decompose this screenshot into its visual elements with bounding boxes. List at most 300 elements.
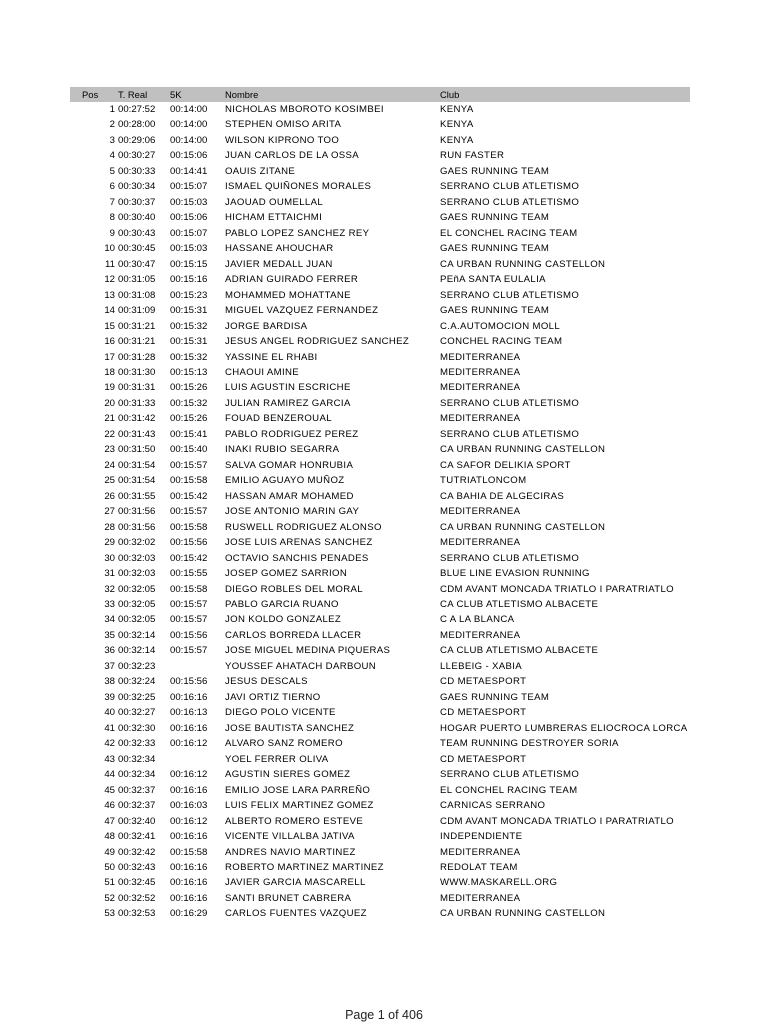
cell-time: 00:30:45 — [118, 243, 156, 255]
cell-club: INDEPENDIENTE — [440, 831, 523, 843]
cell-club: CA URBAN RUNNING CASTELLON — [440, 444, 606, 456]
cell-5k: 00:16:03 — [170, 800, 208, 812]
cell-5k: 00:15:06 — [170, 150, 208, 162]
table-row — [70, 458, 690, 473]
cell-pos: 35 — [104, 629, 115, 641]
cell-pos: 41 — [104, 722, 115, 734]
cell-5k: 00:15:31 — [170, 305, 208, 317]
cell-5k: 00:15:41 — [170, 428, 208, 440]
cell-name: FOUAD BENZEROUAL — [225, 413, 332, 425]
cell-club: MEDITERRANEA — [440, 846, 521, 858]
cell-time: 00:32:05 — [118, 614, 156, 626]
cell-pos: 33 — [104, 599, 115, 610]
cell-5k: 00:14:00 — [170, 119, 208, 131]
cell-pos: 30 — [104, 552, 115, 564]
cell-name: CARLOS BORREDA LLACER — [225, 629, 362, 641]
cell-time: 00:27:52 — [118, 104, 156, 115]
table-row — [70, 643, 690, 658]
cell-name: JUAN CARLOS DE LA OSSA — [225, 150, 360, 162]
header-5k: 5K — [170, 89, 182, 100]
cell-5k: 00:15:13 — [170, 366, 208, 378]
cell-time: 00:32:52 — [118, 892, 156, 904]
cell-club: CONCHEL RACING TEAM — [440, 336, 563, 348]
cell-club: CA URBAN RUNNING CASTELLON — [440, 258, 606, 270]
table-row — [70, 164, 690, 179]
cell-time: 00:32:40 — [118, 815, 156, 827]
cell-club: SERRANO CLUB ATLETISMO — [440, 196, 580, 208]
table-row — [70, 659, 690, 674]
cell-name: YASSINE EL RHABI — [225, 351, 318, 363]
cell-time: 00:31:31 — [118, 382, 156, 394]
cell-pos: 45 — [104, 784, 115, 796]
table-row — [70, 350, 690, 365]
cell-5k: 00:15:26 — [170, 382, 208, 394]
cell-club: GAES RUNNING TEAM — [440, 305, 550, 317]
table-row — [70, 489, 690, 504]
cell-time: 00:32:33 — [118, 738, 156, 750]
cell-pos: 9 — [109, 227, 115, 239]
cell-pos: 38 — [104, 676, 115, 688]
cell-pos: 12 — [104, 274, 115, 286]
cell-5k: 00:15:56 — [170, 676, 208, 688]
cell-pos: 43 — [104, 753, 115, 765]
cell-5k: 00:15:16 — [170, 274, 208, 286]
cell-5k: 00:15:57 — [170, 614, 208, 626]
cell-time: 00:32:45 — [118, 877, 156, 889]
cell-club: SERRANO CLUB ATLETISMO — [440, 397, 580, 409]
cell-pos: 39 — [104, 691, 115, 703]
cell-name: EMILIO JOSE LARA PARREÑO — [225, 784, 371, 796]
table-row — [70, 303, 690, 318]
cell-name: JOSE MIGUEL MEDINA PIQUERAS — [225, 645, 391, 657]
cell-club: CA URBAN RUNNING CASTELLON — [440, 521, 606, 533]
table-row — [70, 845, 690, 860]
cell-5k: 00:15:58 — [170, 583, 208, 595]
cell-name: OAUIS ZITANE — [225, 165, 296, 177]
cell-club: CA URBAN RUNNING CASTELLON — [440, 908, 606, 920]
cell-5k: 00:16:16 — [170, 877, 208, 889]
cell-name: MOHAMMED MOHATTANE — [225, 289, 351, 301]
table-row — [70, 319, 690, 334]
cell-name: JAVIER MEDALL JUAN — [225, 258, 333, 270]
cell-pos: 49 — [104, 846, 115, 858]
cell-time: 00:32:53 — [118, 908, 156, 920]
table-row — [70, 195, 690, 210]
cell-time: 00:31:50 — [118, 444, 156, 456]
cell-5k: 00:15:15 — [170, 258, 208, 270]
table-row — [70, 380, 690, 395]
cell-time: 00:31:56 — [118, 506, 156, 518]
cell-name: JESUS DESCALS — [225, 676, 308, 688]
cell-time: 00:32:37 — [118, 800, 156, 812]
results-table — [70, 87, 690, 922]
cell-name: NICHOLAS MBOROTO KOSIMBEI — [225, 104, 384, 115]
table-row — [70, 612, 690, 627]
cell-club: PEñA SANTA EULALIA — [440, 274, 546, 286]
table-row — [70, 520, 690, 535]
cell-5k: 00:14:00 — [170, 104, 208, 115]
cell-time: 00:30:33 — [118, 165, 156, 177]
cell-5k: 00:15:32 — [170, 397, 208, 409]
cell-time: 00:32:30 — [118, 722, 156, 734]
table-row — [70, 535, 690, 550]
cell-5k: 00:15:03 — [170, 243, 208, 255]
cell-time: 00:31:43 — [118, 428, 156, 440]
cell-time: 00:29:06 — [118, 134, 156, 146]
cell-5k: 00:16:13 — [170, 707, 208, 719]
cell-club: MEDITERRANEA — [440, 413, 521, 425]
cell-club: CA BAHIA DE ALGECIRAS — [440, 490, 565, 502]
table-row — [70, 690, 690, 705]
cell-club: KENYA — [440, 134, 474, 146]
cell-club: TEAM RUNNING DESTROYER SORIA — [440, 738, 619, 750]
cell-name: DIEGO POLO VICENTE — [225, 707, 336, 719]
cell-5k: 00:15:58 — [170, 846, 208, 858]
cell-club: C A LA BLANCA — [440, 614, 515, 626]
cell-time: 00:32:25 — [118, 691, 156, 703]
table-row — [70, 767, 690, 782]
cell-pos: 34 — [104, 614, 115, 626]
cell-time: 00:32:43 — [118, 861, 156, 873]
cell-5k: 00:15:07 — [170, 181, 208, 193]
cell-name: PABLO LOPEZ SANCHEZ REY — [225, 227, 370, 239]
cell-pos: 18 — [104, 366, 115, 378]
cell-5k: 00:16:12 — [170, 738, 208, 750]
cell-pos: 53 — [104, 908, 115, 920]
cell-pos: 32 — [104, 583, 115, 595]
cell-club: LLEBEIG - XABIA — [440, 660, 523, 672]
cell-name: INAKI RUBIO SEGARRA — [225, 444, 340, 456]
table-row — [70, 427, 690, 442]
table-row — [70, 179, 690, 194]
cell-club: SERRANO CLUB ATLETISMO — [440, 181, 580, 193]
cell-pos: 1 — [109, 104, 115, 115]
cell-club: SERRANO CLUB ATLETISMO — [440, 552, 580, 564]
cell-name: LUIS AGUSTIN ESCRICHE — [225, 382, 351, 394]
table-row — [70, 875, 690, 890]
cell-club: GAES RUNNING TEAM — [440, 165, 550, 177]
cell-club: GAES RUNNING TEAM — [440, 691, 550, 703]
table-row — [70, 721, 690, 736]
table-row — [70, 551, 690, 566]
cell-time: 00:32:27 — [118, 707, 156, 719]
cell-time: 00:32:34 — [118, 753, 156, 765]
cell-pos: 13 — [104, 289, 115, 301]
table-row — [70, 829, 690, 844]
cell-pos: 27 — [104, 506, 115, 518]
cell-name: JOSE BAUTISTA SANCHEZ — [225, 722, 355, 734]
cell-pos: 36 — [104, 645, 115, 657]
table-row — [70, 226, 690, 241]
cell-name: WILSON KIPRONO TOO — [225, 134, 340, 146]
cell-name: JON KOLDO GONZALEZ — [225, 614, 342, 626]
cell-pos: 10 — [104, 243, 115, 255]
cell-pos: 50 — [104, 861, 115, 873]
cell-time: 00:28:00 — [118, 119, 156, 131]
cell-pos: 40 — [104, 707, 115, 719]
cell-5k: 00:16:16 — [170, 831, 208, 843]
table-row — [70, 814, 690, 829]
cell-5k: 00:16:16 — [170, 861, 208, 873]
cell-pos: 19 — [104, 382, 115, 394]
cell-time: 00:31:21 — [118, 320, 156, 332]
table-row — [70, 860, 690, 875]
table-row — [70, 442, 690, 457]
cell-pos: 51 — [104, 877, 115, 889]
table-row — [70, 473, 690, 488]
cell-club: SERRANO CLUB ATLETISMO — [440, 769, 580, 781]
cell-pos: 7 — [109, 196, 115, 208]
cell-5k: 00:15:56 — [170, 537, 208, 549]
cell-5k: 00:16:16 — [170, 722, 208, 734]
cell-name: PABLO RODRIGUEZ PEREZ — [225, 428, 359, 440]
cell-time: 00:31:28 — [118, 351, 156, 363]
cell-club: C.A.AUTOMOCION MOLL — [440, 320, 561, 332]
cell-5k: 00:15:55 — [170, 568, 208, 580]
cell-club: MEDITERRANEA — [440, 892, 521, 904]
table-row — [70, 566, 690, 581]
cell-pos: 22 — [104, 428, 115, 440]
cell-time: 00:32:03 — [118, 552, 156, 564]
cell-5k: 00:15:06 — [170, 212, 208, 224]
cell-pos: 3 — [109, 134, 115, 146]
table-row — [70, 504, 690, 519]
cell-time: 00:32:34 — [118, 769, 156, 781]
cell-pos: 42 — [104, 738, 115, 750]
cell-name: PABLO GARCIA RUANO — [225, 599, 339, 610]
cell-time: 00:32:02 — [118, 537, 156, 549]
table-row — [70, 891, 690, 906]
cell-5k: 00:15:26 — [170, 413, 208, 425]
table-row — [70, 597, 690, 612]
table-row — [70, 210, 690, 225]
cell-time: 00:31:08 — [118, 289, 156, 301]
table-row — [70, 288, 690, 303]
cell-club: MEDITERRANEA — [440, 537, 521, 549]
cell-pos: 23 — [104, 444, 115, 456]
cell-club: EL CONCHEL RACING TEAM — [440, 227, 578, 239]
cell-name: YOUSSEF AHATACH DARBOUN — [225, 660, 377, 672]
table-body — [70, 102, 690, 922]
cell-club: BLUE LINE EVASION RUNNING — [440, 568, 590, 580]
cell-5k: 00:15:58 — [170, 475, 208, 487]
cell-name: STEPHEN OMISO ARITA — [225, 119, 342, 131]
cell-pos: 48 — [104, 831, 115, 843]
cell-name: LUIS FELIX MARTINEZ GOMEZ — [225, 800, 374, 812]
cell-club: SERRANO CLUB ATLETISMO — [440, 428, 580, 440]
cell-time: 00:32:42 — [118, 846, 156, 858]
cell-club: SERRANO CLUB ATLETISMO — [440, 289, 580, 301]
table-row — [70, 582, 690, 597]
cell-5k: 00:16:16 — [170, 691, 208, 703]
cell-club: MEDITERRANEA — [440, 366, 521, 378]
table-row — [70, 396, 690, 411]
cell-name: SANTI BRUNET CABRERA — [225, 892, 352, 904]
cell-5k: 00:15:57 — [170, 459, 208, 471]
cell-club: CA CLUB ATLETISMO ALBACETE — [440, 599, 599, 610]
cell-name: JAVIER GARCIA MASCARELL — [225, 877, 366, 889]
table-row — [70, 736, 690, 751]
cell-5k: 00:14:00 — [170, 134, 208, 146]
cell-time: 00:30:40 — [118, 212, 156, 224]
cell-name: ROBERTO MARTINEZ MARTINEZ — [225, 861, 384, 873]
cell-time: 00:31:54 — [118, 459, 156, 471]
cell-5k: 00:15:23 — [170, 289, 208, 301]
cell-name: JESUS ANGEL RODRIGUEZ SANCHEZ — [225, 336, 410, 348]
cell-club: HOGAR PUERTO LUMBRERAS ELIOCROCA LORCA — [440, 722, 688, 734]
table-row — [70, 148, 690, 163]
cell-5k: 00:15:40 — [170, 444, 208, 456]
cell-club: CDM AVANT MONCADA TRIATLO I PARATRIATLO — [440, 815, 674, 827]
cell-time: 00:32:05 — [118, 599, 156, 610]
cell-pos: 37 — [104, 660, 115, 672]
cell-name: JAOUAD OUMELLAL — [225, 196, 324, 208]
cell-name: MIGUEL VAZQUEZ FERNANDEZ — [225, 305, 379, 317]
table-row — [70, 257, 690, 272]
cell-5k: 00:15:57 — [170, 599, 208, 610]
cell-pos: 8 — [109, 212, 115, 224]
cell-club: MEDITERRANEA — [440, 629, 521, 641]
header-pos: Pos — [82, 89, 99, 100]
cell-pos: 47 — [104, 815, 115, 827]
cell-5k: 00:15:03 — [170, 196, 208, 208]
cell-name: HASSANE AHOUCHAR — [225, 243, 334, 255]
cell-5k: 00:16:16 — [170, 784, 208, 796]
cell-pos: 29 — [104, 537, 115, 549]
cell-name: ALBERTO ROMERO ESTEVE — [225, 815, 364, 827]
cell-5k: 00:16:12 — [170, 815, 208, 827]
table-row — [70, 411, 690, 426]
cell-time: 00:30:43 — [118, 227, 156, 239]
cell-time: 00:32:23 — [118, 660, 156, 672]
table-row — [70, 365, 690, 380]
cell-time: 00:30:47 — [118, 258, 156, 270]
table-row — [70, 628, 690, 643]
cell-club: MEDITERRANEA — [440, 506, 521, 518]
cell-name: CHAOUI AMINE — [225, 366, 300, 378]
cell-club: GAES RUNNING TEAM — [440, 212, 550, 224]
cell-pos: 5 — [109, 165, 115, 177]
table-row — [70, 102, 690, 117]
header-time: T. Real — [118, 89, 148, 100]
cell-pos: 16 — [104, 336, 115, 348]
cell-club: MEDITERRANEA — [440, 382, 521, 394]
cell-pos: 15 — [104, 320, 115, 332]
cell-5k: 00:15:57 — [170, 645, 208, 657]
cell-5k: 00:14:41 — [170, 165, 208, 177]
cell-club: CDM AVANT MONCADA TRIATLO I PARATRIATLO — [440, 583, 674, 595]
cell-pos: 25 — [104, 475, 115, 487]
cell-pos: 2 — [109, 119, 115, 131]
cell-time: 00:31:55 — [118, 490, 156, 502]
cell-time: 00:32:37 — [118, 784, 156, 796]
cell-name: SALVA GOMAR HONRUBIA — [225, 459, 354, 471]
cell-pos: 6 — [109, 181, 115, 193]
cell-5k: 00:15:56 — [170, 629, 208, 641]
cell-name: ADRIAN GUIRADO FERRER — [225, 274, 359, 286]
cell-time: 00:31:30 — [118, 366, 156, 378]
cell-name: EMILIO AGUAYO MUÑOZ — [225, 475, 345, 487]
cell-5k: 00:16:16 — [170, 892, 208, 904]
table-row — [70, 906, 690, 921]
cell-time: 00:30:27 — [118, 150, 156, 162]
cell-name: HICHAM ETTAICHMI — [225, 212, 323, 224]
cell-club: CARNICAS SERRANO — [440, 800, 546, 812]
table-row — [70, 705, 690, 720]
cell-name: JOSEP GOMEZ SARRION — [225, 568, 348, 580]
table-row — [70, 117, 690, 132]
cell-pos: 21 — [104, 413, 115, 425]
table-row — [70, 752, 690, 767]
table-row — [70, 783, 690, 798]
cell-pos: 46 — [104, 800, 115, 812]
cell-pos: 11 — [105, 258, 115, 270]
cell-pos: 20 — [104, 397, 115, 409]
cell-time: 00:32:14 — [118, 645, 156, 657]
cell-pos: 44 — [104, 769, 115, 781]
cell-club: KENYA — [440, 104, 474, 115]
cell-time: 00:31:54 — [118, 475, 156, 487]
cell-5k: 00:15:31 — [170, 336, 208, 348]
cell-club: MEDITERRANEA — [440, 351, 521, 363]
cell-name: CARLOS FUENTES VAZQUEZ — [225, 908, 367, 920]
cell-5k: 00:15:57 — [170, 506, 208, 518]
cell-name: OCTAVIO SANCHIS PENADES — [225, 552, 369, 564]
cell-pos: 28 — [104, 521, 115, 533]
cell-time: 00:31:21 — [118, 336, 156, 348]
cell-name: ISMAEL QUIÑONES MORALES — [225, 181, 372, 193]
page-number: Page 1 of 406 — [345, 1008, 423, 1022]
cell-name: ALVARO SANZ ROMERO — [225, 738, 343, 750]
cell-name: ANDRES NAVIO MARTINEZ — [225, 846, 356, 858]
cell-pos: 24 — [104, 459, 115, 471]
cell-time: 00:31:05 — [118, 274, 156, 286]
table-header — [70, 87, 690, 102]
cell-5k: 00:15:32 — [170, 351, 208, 363]
cell-name: JOSE ANTONIO MARIN GAY — [225, 506, 360, 518]
cell-time: 00:32:03 — [118, 568, 156, 580]
cell-name: HASSAN AMAR MOHAMED — [225, 490, 354, 502]
cell-time: 00:32:24 — [118, 676, 156, 688]
table-row — [70, 133, 690, 148]
table-row — [70, 334, 690, 349]
cell-club: GAES RUNNING TEAM — [440, 243, 550, 255]
cell-name: JULIAN RAMIREZ GARCIA — [225, 397, 351, 409]
cell-time: 00:31:56 — [118, 521, 156, 533]
cell-club: CD METAESPORT — [440, 753, 527, 765]
cell-pos: 52 — [104, 892, 115, 904]
cell-pos: 14 — [104, 305, 115, 317]
cell-name: JAVI ORTIZ TIERNO — [225, 691, 321, 703]
cell-5k: 00:15:42 — [170, 552, 208, 564]
cell-pos: 31 — [104, 568, 115, 580]
cell-time: 00:32:41 — [118, 831, 156, 843]
cell-time: 00:32:14 — [118, 629, 156, 641]
cell-pos: 17 — [104, 351, 115, 363]
cell-club: CA CLUB ATLETISMO ALBACETE — [440, 645, 599, 657]
cell-pos: 26 — [104, 490, 115, 502]
cell-club: CD METAESPORT — [440, 676, 527, 688]
cell-5k: 00:15:32 — [170, 320, 208, 332]
cell-club: TUTRIATLONCOM — [440, 475, 527, 487]
cell-club: WWW.MASKARELL.ORG — [440, 877, 558, 889]
cell-name: JOSE LUIS ARENAS SANCHEZ — [225, 537, 373, 549]
cell-club: RUN FASTER — [440, 150, 505, 162]
header-club: Club — [440, 89, 460, 100]
cell-time: 00:30:34 — [118, 181, 156, 193]
cell-name: YOEL FERRER OLIVA — [225, 753, 329, 765]
cell-time: 00:31:33 — [118, 397, 156, 409]
